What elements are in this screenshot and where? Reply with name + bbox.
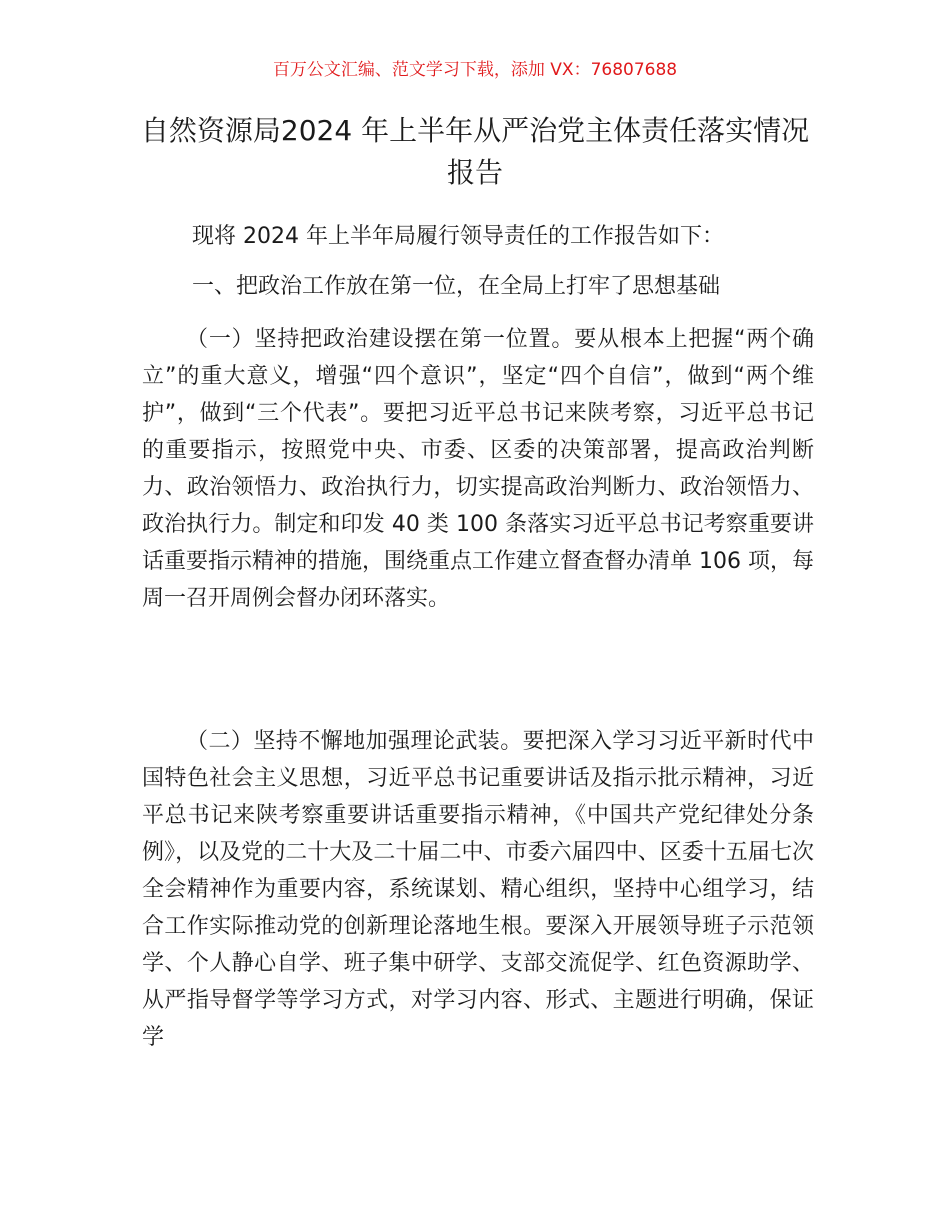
- body-paragraph: （一）坚持把政治建设摆在第一位置。要从根本上把握“两个确立”的重大意义，增强“四个意识”，坚定“四个自信”，做到“两个维护”，做到“三个代表”。要把习近平总书记来陕考察，习近平总书记的重要指示，按照党中央、市委、区委的决策部署，提高政治判断力、政治领悟力、政治执行力，切实提高政治判断力、政治领悟力、政治执行力。制定和印发 40 类 100 条落实习近平总书记考察重要讲话重要指示精神的措施，围绕重点工作建立督查督办清单 106 项，每周一召开周例会督办闭环落实。: [142, 327, 814, 611]
- header-note: 百万公文汇编、范文学习下载，添加 VX：76807688: [272, 60, 678, 80]
- document-title: 自然资源局2024 年上半年从严治党主体责任落实情况报告: [140, 114, 810, 189]
- intro-paragraph: 现将 2024 年上半年局履行领导责任的工作报告如下：: [192, 224, 724, 249]
- body-paragraph: （二）坚持不懈地加强理论武装。要把深入学习习近平新时代中国特色社会主义思想，习近平总书记重要讲话及指示批示精神，习近平总书记来陕考察重要讲话重要指示精神，《中国共产党纪律处分条例》，以及党的二十大及二十届二中、市委六届四中、区委十五届七次全会精神作为重要内容，系统谋划、精心组织，坚持中心组学习，结合工作实际推动党的创新理论落地生根。要深入开展领导班子示范领学、个人静心自学、班子集中研学、支部交流促学、红色资源助学、从严指导督学等学习方式，对学习内容、形式、主题进行明确，保证学: [142, 729, 814, 1050]
- section-heading: 一、把政治工作放在第一位，在全局上打牢了思想基础: [192, 274, 721, 299]
